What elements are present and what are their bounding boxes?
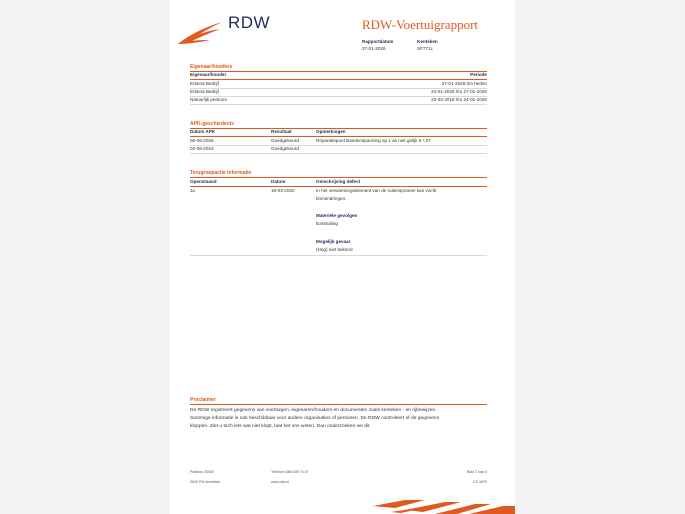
disclaimer-divider xyxy=(190,404,487,405)
disclaimer-title: Proclaimer xyxy=(190,397,216,403)
report-date-label: Rapportdatum xyxy=(362,39,394,44)
apk-row-2-date: 02-08-2023 xyxy=(190,146,214,151)
disclaimer-line-1: De RDW registreert gegevens van voertuigen, eigenaren/houders en documenten zoals kenteken - en rijbewijzen. xyxy=(190,408,437,413)
recall-col-open: Openstaand xyxy=(190,179,217,184)
plate-label: Kenteken xyxy=(417,39,438,44)
footer-page-number: Blad 3 van 3 xyxy=(467,470,487,474)
apk-row-1-result: Goedgekeurd xyxy=(271,138,299,143)
apk-col-date: Datum APK xyxy=(190,129,216,134)
recall-defect-line-1: In het verwarmingselement van de ruitensproeier kan vocht xyxy=(316,188,437,193)
owners-row-2-period: 24-01-2026 t/m 27-01-2026 xyxy=(431,89,487,94)
disclaimer-text xyxy=(190,407,490,430)
recall-col-defect: Omschrijving defect xyxy=(316,179,361,184)
owners-row-2-owner: Erkend Bedrijf xyxy=(190,89,219,94)
apk-row-1-date: 06-08-2025 xyxy=(190,138,214,143)
owners-col-period: Periode xyxy=(470,72,487,77)
disclaimer-line-2: Sommige informatie is ook beschikbaar voor andere organisaties of personen. De RDW controleert of de gegevens xyxy=(190,415,440,421)
apk-row-2-result: Goedgekeurd xyxy=(271,146,299,151)
owners-row-1-owner: Erkend Bedrijf xyxy=(190,81,219,86)
apk-row-1-remarks: Reparatiepunt Bandenspanning op 1 as niet gelijk 5.*.27 xyxy=(316,138,431,143)
owners-section-title: Eigenaar/houders xyxy=(190,64,233,70)
recall-date-value: 19-03-2020 xyxy=(271,188,295,193)
recall-consequences-label: Materiële gevolgen xyxy=(316,213,358,218)
recall-col-date: Datum xyxy=(271,179,286,184)
row-divider xyxy=(190,145,487,146)
recall-danger-label: Mogelijk gevaar xyxy=(316,239,351,244)
footer-website[interactable]: www.rdw.nl xyxy=(271,480,289,484)
row-divider xyxy=(190,153,487,154)
rdw-logo-text: RDW xyxy=(228,13,271,32)
apk-header-divider xyxy=(190,136,487,137)
footer-postcode: 9640 RA Veendam xyxy=(190,480,220,484)
owners-row-1-period: 27-01-2026 t/m heden xyxy=(441,81,487,86)
recall-danger-value: (Nog) niet bekend xyxy=(316,247,353,252)
row-divider xyxy=(190,104,487,105)
owners-row-3-owner: Natuurlijk persoon xyxy=(190,97,228,102)
apk-section-title: APK-geschiedenis xyxy=(190,121,234,127)
rdw-wing-logo-icon xyxy=(176,20,224,46)
recall-section-title: Terugroepactie informatie xyxy=(190,170,252,176)
report-page xyxy=(170,0,515,514)
recall-open-value: Ja xyxy=(190,188,195,193)
decorative-stripes-icon xyxy=(365,496,515,514)
row-divider xyxy=(190,255,487,256)
apk-col-remarks: Opmerkingen xyxy=(316,129,346,134)
apk-col-result: Resultaat xyxy=(271,129,292,134)
recall-header-divider xyxy=(190,186,487,187)
recall-section-divider xyxy=(190,177,487,178)
document-title: RDW-Voertuigrapport xyxy=(362,17,479,32)
footer-reference: 2.E.1875 xyxy=(472,480,487,484)
footer-phone: Telefoon 088 008 74 47 xyxy=(271,470,309,474)
owners-header-divider xyxy=(190,79,487,80)
disclaimer-line-3: kloppen. Ziet u toch iets wat niet klopt, laat het ons weten. Dan onderzoeken we dit. xyxy=(190,423,371,429)
footer-postbus: Postbus 30000 xyxy=(190,470,214,474)
owners-row-3-period: 23-03-2018 t/m 24-01-2026 xyxy=(431,97,487,102)
report-date-value: 27-01-2026 xyxy=(362,46,386,51)
recall-defect-line-2: binnendringen. xyxy=(316,196,347,201)
plate-value: SF771L xyxy=(417,46,434,51)
recall-consequences-value: kortsluiting xyxy=(316,221,338,226)
owners-col-owner: Eigenaar/houder xyxy=(190,72,227,77)
